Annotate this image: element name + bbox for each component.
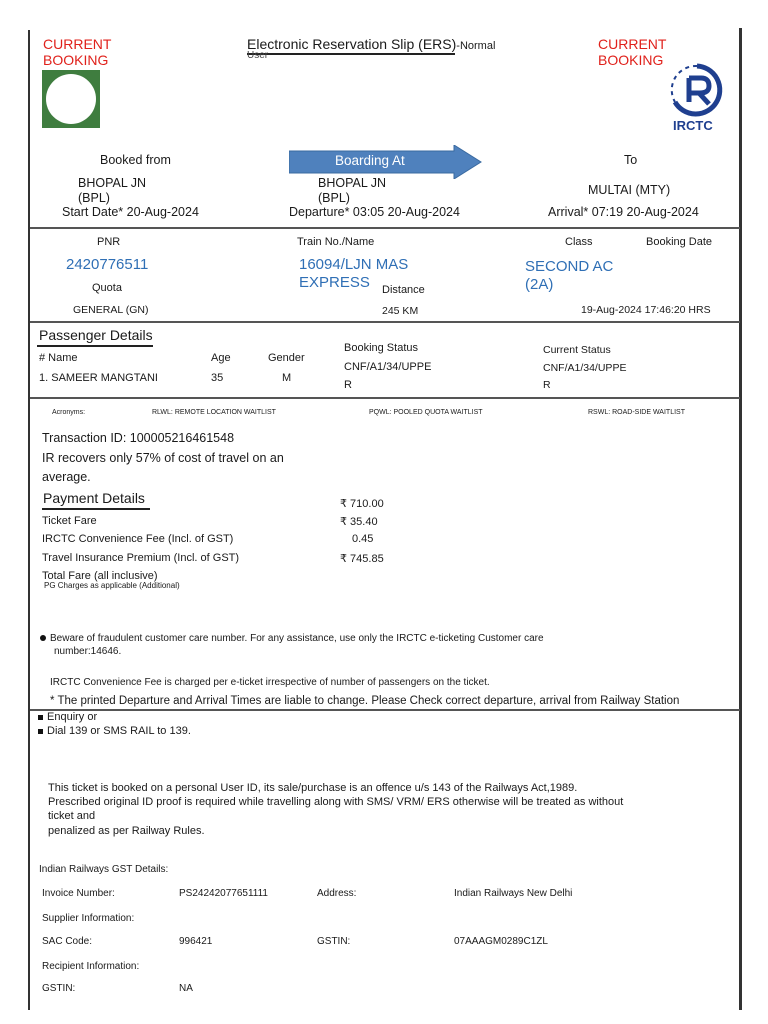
recipient-gstin-value: NA — [179, 983, 193, 994]
qr-code — [42, 70, 100, 128]
bullet-icon — [38, 715, 43, 720]
to-label: To — [624, 153, 638, 167]
from-code: (BPL) — [78, 191, 110, 205]
train-label: Train No./Name — [297, 236, 375, 248]
document-title — [247, 36, 495, 54]
start-date: Start Date* 20-Aug-2024 — [62, 205, 199, 219]
class-value-line2: (2A) — [525, 276, 554, 293]
booked-from-label: Booked from — [100, 153, 171, 167]
boarding-arrow — [289, 145, 482, 179]
divider-journey — [30, 227, 740, 229]
status-left-line2: BOOKING — [43, 52, 109, 68]
supplier-label: Supplier Information: — [42, 913, 135, 924]
pnr-label: PNR — [97, 236, 121, 248]
bullet-icon — [38, 729, 43, 734]
arrival: Arrival* 07:19 20-Aug-2024 — [548, 205, 699, 219]
gst-title: Indian Railways GST Details: — [39, 864, 169, 875]
passenger-age: 35 — [211, 372, 224, 384]
convenience-fee-label: IRCTC Convenience Fee (Incl. of GST) — [42, 533, 234, 545]
irctc-logo — [667, 62, 727, 136]
header-booking-status: Booking Status — [344, 342, 418, 354]
dial-line — [38, 725, 191, 737]
boarding-code: (BPL) — [318, 191, 350, 205]
train-value-line2: EXPRESS — [299, 274, 370, 291]
fraud-notice — [40, 633, 544, 644]
status-right-line2: BOOKING — [598, 52, 664, 68]
ticket-fare-value: ₹ 710.00 — [340, 498, 384, 510]
acronym-pqwl: PQWL: POOLED QUOTA WAITLIST — [369, 409, 483, 416]
invoice-label: Invoice Number: — [42, 888, 115, 899]
divider-notices — [30, 709, 740, 711]
quota-value: GENERAL (GN) — [73, 304, 149, 316]
transaction-id: Transaction ID: 100005216461548 — [42, 431, 235, 445]
supplier-gstin-value: 07AAAGM0289C1ZL — [454, 936, 548, 947]
total-fare-label: Total Fare (all inclusive) — [42, 570, 158, 582]
divider-ticket — [30, 321, 740, 323]
sac-value: 996421 — [179, 936, 213, 947]
distance-label: Distance — [382, 284, 425, 296]
invoice-value: PS24242077651111 — [179, 888, 268, 899]
legal-notice-line2: Prescribed original ID proof is required while travelling along with SMS/ VRM/ ERS otherwise will be treated as without — [48, 796, 624, 808]
ticket-fare-label: Ticket Fare — [42, 515, 97, 527]
status-left-line1: CURRENT — [43, 36, 112, 52]
legal-notice-line1: This ticket is booked on a personal User ID, its sale/purchase is an offence u/s 143 of the Railways Act,1989. — [48, 782, 578, 794]
departure: Departure* 03:05 20-Aug-2024 — [289, 205, 460, 219]
enquiry-text: Enquiry or — [47, 711, 98, 723]
payment-section-title: Payment Details — [43, 490, 145, 506]
title-suffix: -Normal — [456, 40, 496, 52]
booking-date-label: Booking Date — [646, 236, 713, 248]
train-value-line1: 16094/LJN MAS — [299, 256, 409, 273]
current-status-line1: CNF/A1/34/UPPE — [543, 362, 627, 374]
pnr-value: 2420776511 — [66, 256, 149, 273]
header-gender: Gender — [268, 352, 305, 364]
title-main: Electronic Reservation Slip (ERS) — [247, 36, 457, 52]
boarding-label: Boarding At — [335, 153, 405, 168]
divider-passengers — [30, 397, 740, 399]
payment-title-underline — [42, 508, 150, 510]
bullet-icon — [40, 635, 46, 641]
insurance-label: Travel Insurance Premium (Incl. of GST) — [42, 552, 240, 564]
irctc-logo-text: IRCTC — [673, 118, 713, 133]
header-age: Age — [211, 352, 231, 364]
header-current-status: Current Status — [543, 344, 611, 356]
boarding-station: BHOPAL JN — [318, 176, 387, 190]
timing-notice: * The printed Departure and Arrival Times are liable to change. Please Check correct departure, arrival from Railway Station — [50, 695, 680, 707]
acronyms-label: Acronyms: — [52, 409, 86, 416]
supplier-gstin-label: GSTIN: — [317, 936, 351, 947]
fraud-notice-line1: Beware of fraudulent customer care number. For any assistance, use only the IRCTC e-ticketing Customer care — [50, 633, 544, 644]
user-type: User — [247, 50, 269, 61]
enquiry-line — [38, 711, 97, 723]
legal-notice-line4: penalized as per Railway Rules. — [48, 825, 205, 837]
address-value: Indian Railways New Delhi — [454, 888, 573, 899]
total-fare-value: ₹ 745.85 — [340, 553, 384, 565]
class-label: Class — [565, 236, 593, 248]
convenience-fee-notice: IRCTC Convenience Fee is charged per e-ticket irrespective of number of passengers on the ticket. — [50, 677, 490, 688]
acronym-rswl: RSWL: ROAD-SIDE WAITLIST — [588, 409, 685, 416]
passenger-section-title: Passenger Details — [39, 327, 153, 343]
status-right-line1: CURRENT — [598, 36, 667, 52]
pg-charges-note: PG Charges as applicable (Additional) — [44, 581, 180, 590]
current-status-line2: R — [543, 379, 551, 391]
sac-label: SAC Code: — [42, 936, 93, 947]
booking-status-line2: R — [344, 379, 352, 391]
fraud-notice-line2: number:14646. — [54, 646, 122, 657]
class-value-line1: SECOND AC — [525, 258, 614, 275]
passenger-gender: M — [282, 372, 292, 384]
page-border-left — [28, 30, 30, 1010]
legal-notice-line3: ticket and — [48, 810, 96, 822]
booking-status-line1: CNF/A1/34/UPPE — [344, 361, 432, 373]
quota-label: Quota — [92, 282, 122, 294]
convenience-fee-value: ₹ 35.40 — [340, 516, 378, 528]
title-underline — [247, 53, 455, 55]
recipient-gstin-label: GSTIN: — [42, 983, 76, 994]
page-border-right — [739, 28, 742, 1010]
from-station: BHOPAL JN — [78, 176, 147, 190]
recovery-note-line2: average. — [42, 470, 91, 484]
recovery-note-line1: IR recovers only 57% of cost of travel on an — [42, 451, 284, 465]
passenger-name: 1. SAMEER MANGTANI — [39, 372, 158, 384]
booking-date-value: 19-Aug-2024 17:46:20 HRS — [581, 304, 711, 316]
dial-text: Dial 139 or SMS RAIL to 139. — [47, 725, 191, 737]
to-station: MULTAI (MTY) — [588, 183, 671, 197]
insurance-value: 0.45 — [352, 533, 374, 545]
passenger-title-underline — [37, 345, 153, 347]
acronym-rlwl: RLWL: REMOTE LOCATION WAITLIST — [152, 409, 276, 416]
irctc-logo-icon — [667, 62, 727, 118]
recipient-label: Recipient Information: — [42, 961, 140, 972]
address-label: Address: — [317, 888, 357, 899]
header-name: # Name — [39, 352, 78, 364]
distance-value: 245 KM — [382, 305, 419, 317]
